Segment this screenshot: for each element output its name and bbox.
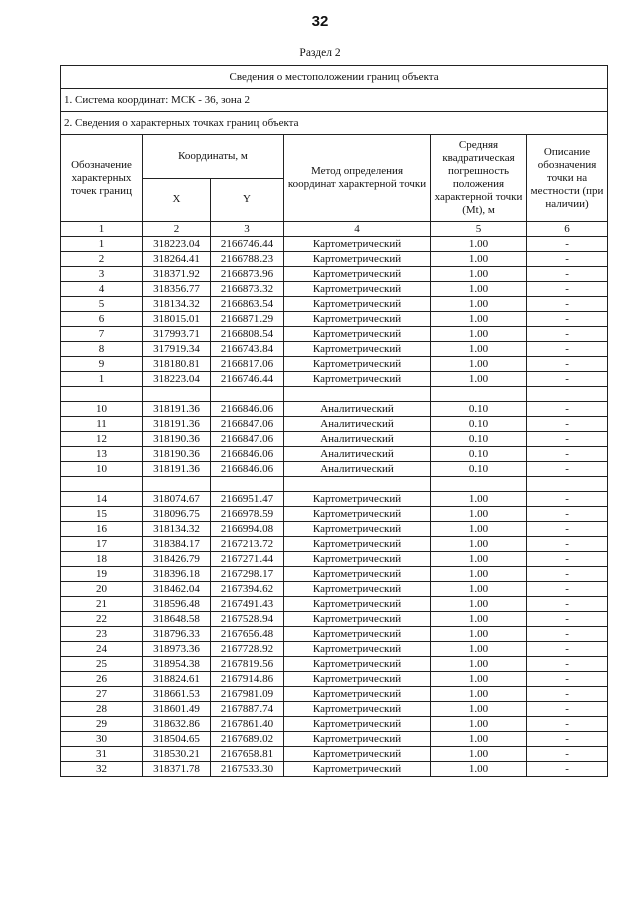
- x-coordinate: 318530.21: [143, 747, 211, 762]
- method-cell: Картометрический: [284, 762, 431, 777]
- point-number: 8: [61, 342, 143, 357]
- point-number: 28: [61, 702, 143, 717]
- error-cell: 1.00: [431, 522, 527, 537]
- description-cell: -: [527, 312, 608, 327]
- error-cell: 1.00: [431, 702, 527, 717]
- y-coordinate: 2167981.09: [211, 687, 284, 702]
- point-number: 27: [61, 687, 143, 702]
- x-coordinate: 318384.17: [143, 537, 211, 552]
- error-cell: 1.00: [431, 282, 527, 297]
- y-coordinate: 2166871.29: [211, 312, 284, 327]
- point-number: 24: [61, 642, 143, 657]
- point-number: 14: [61, 492, 143, 507]
- point-number: 23: [61, 627, 143, 642]
- page-number: 32: [311, 13, 329, 30]
- description-cell: -: [527, 612, 608, 627]
- description-cell: -: [527, 282, 608, 297]
- error-cell: 1.00: [431, 372, 527, 387]
- y-coordinate: 2166846.06: [211, 447, 284, 462]
- y-coordinate: 2166788.23: [211, 252, 284, 267]
- y-coordinate: 2166743.84: [211, 342, 284, 357]
- x-coordinate: 318601.49: [143, 702, 211, 717]
- description-cell: -: [527, 567, 608, 582]
- table-row: [61, 702, 608, 717]
- x-coordinate: 318661.53: [143, 687, 211, 702]
- point-number: 18: [61, 552, 143, 567]
- error-cell: 1.00: [431, 612, 527, 627]
- point-number: 10: [61, 402, 143, 417]
- error-cell: 0.10: [431, 462, 527, 477]
- error-cell: 1.00: [431, 687, 527, 702]
- header-x: X: [143, 178, 211, 222]
- x-coordinate: 318954.38: [143, 657, 211, 672]
- description-cell: -: [527, 447, 608, 462]
- method-cell: Картометрический: [284, 342, 431, 357]
- point-number: 1: [61, 372, 143, 387]
- point-number: 9: [61, 357, 143, 372]
- table-row: [61, 447, 608, 462]
- error-cell: 1.00: [431, 327, 527, 342]
- x-coordinate: 318824.61: [143, 672, 211, 687]
- y-coordinate: 2167689.02: [211, 732, 284, 747]
- point-number: 3: [61, 267, 143, 282]
- point-number: 1: [61, 237, 143, 252]
- table-row: [61, 432, 608, 447]
- y-coordinate: 2167658.81: [211, 747, 284, 762]
- method-cell: Картометрический: [284, 642, 431, 657]
- point-number: 5: [61, 297, 143, 312]
- x-coordinate: 318648.58: [143, 612, 211, 627]
- error-cell: 1.00: [431, 237, 527, 252]
- error-cell: 1.00: [431, 642, 527, 657]
- description-cell: -: [527, 747, 608, 762]
- error-cell: 1.00: [431, 312, 527, 327]
- error-cell: 1.00: [431, 582, 527, 597]
- error-cell: 1.00: [431, 492, 527, 507]
- point-number: 2: [61, 252, 143, 267]
- x-coordinate: 318796.33: [143, 627, 211, 642]
- description-cell: -: [527, 432, 608, 447]
- description-cell: -: [527, 732, 608, 747]
- table-row: [61, 657, 608, 672]
- x-coordinate: 318191.36: [143, 402, 211, 417]
- table-row: [61, 627, 608, 642]
- description-cell: -: [527, 597, 608, 612]
- x-coordinate: 317993.71: [143, 327, 211, 342]
- method-cell: Картометрический: [284, 537, 431, 552]
- y-coordinate: 2167914.86: [211, 672, 284, 687]
- y-coordinate: 2167394.62: [211, 582, 284, 597]
- x-coordinate: 318191.36: [143, 417, 211, 432]
- x-coordinate: 318632.86: [143, 717, 211, 732]
- description-cell: -: [527, 492, 608, 507]
- description-cell: -: [527, 762, 608, 777]
- method-cell: Картометрический: [284, 372, 431, 387]
- method-cell: Аналитический: [284, 402, 431, 417]
- table-row: [61, 687, 608, 702]
- method-cell: Картометрический: [284, 522, 431, 537]
- separator-row: [61, 387, 608, 402]
- x-coordinate: 318356.77: [143, 282, 211, 297]
- description-cell: -: [527, 657, 608, 672]
- method-cell: Картометрический: [284, 567, 431, 582]
- x-coordinate: 318223.04: [143, 372, 211, 387]
- coordinate-system-line: 1. Система координат: МСК - 36, зона 2: [61, 89, 608, 112]
- separator-row: [61, 477, 608, 492]
- method-cell: Картометрический: [284, 507, 431, 522]
- y-coordinate: 2166994.08: [211, 522, 284, 537]
- point-number: 32: [61, 762, 143, 777]
- method-cell: Картометрический: [284, 657, 431, 672]
- x-coordinate: 318596.48: [143, 597, 211, 612]
- method-cell: Картометрический: [284, 582, 431, 597]
- table-row: [61, 747, 608, 762]
- x-coordinate: 318074.67: [143, 492, 211, 507]
- table-row: [61, 732, 608, 747]
- table-row: [61, 237, 608, 252]
- method-cell: Картометрический: [284, 492, 431, 507]
- point-number: 26: [61, 672, 143, 687]
- y-coordinate: 2166817.06: [211, 357, 284, 372]
- table-row: [61, 417, 608, 432]
- y-coordinate: 2166746.44: [211, 372, 284, 387]
- error-cell: 0.10: [431, 417, 527, 432]
- x-coordinate: 318426.79: [143, 552, 211, 567]
- error-cell: 1.00: [431, 267, 527, 282]
- y-coordinate: 2166863.54: [211, 297, 284, 312]
- y-coordinate: 2167213.72: [211, 537, 284, 552]
- description-cell: -: [527, 537, 608, 552]
- column-number: 3: [211, 222, 284, 237]
- x-coordinate: 318371.78: [143, 762, 211, 777]
- description-cell: -: [527, 417, 608, 432]
- y-coordinate: 2166746.44: [211, 237, 284, 252]
- method-cell: Картометрический: [284, 312, 431, 327]
- error-cell: 1.00: [431, 762, 527, 777]
- method-cell: Аналитический: [284, 447, 431, 462]
- method-cell: Картометрический: [284, 327, 431, 342]
- method-cell: Картометрический: [284, 252, 431, 267]
- table-row: [61, 717, 608, 732]
- table-row: [61, 552, 608, 567]
- characteristic-points-line: 2. Сведения о характерных точках границ объекта: [61, 112, 608, 135]
- description-cell: -: [527, 552, 608, 567]
- section-label: Раздел 2: [299, 47, 341, 59]
- method-cell: Картометрический: [284, 627, 431, 642]
- method-cell: Картометрический: [284, 597, 431, 612]
- y-coordinate: 2166873.96: [211, 267, 284, 282]
- table-row: [61, 582, 608, 597]
- y-coordinate: 2166847.06: [211, 417, 284, 432]
- x-coordinate: 318973.36: [143, 642, 211, 657]
- header-error: Средняя квадратическая погрешность положения характерной точки (Mt), м: [431, 135, 527, 222]
- x-coordinate: 318190.36: [143, 432, 211, 447]
- error-cell: 1.00: [431, 537, 527, 552]
- y-coordinate: 2167656.48: [211, 627, 284, 642]
- point-number: 17: [61, 537, 143, 552]
- x-coordinate: 318180.81: [143, 357, 211, 372]
- y-coordinate: 2167728.92: [211, 642, 284, 657]
- x-coordinate: 318134.32: [143, 297, 211, 312]
- table-row: [61, 762, 608, 777]
- method-cell: Картометрический: [284, 357, 431, 372]
- error-cell: 1.00: [431, 717, 527, 732]
- y-coordinate: 2167491.43: [211, 597, 284, 612]
- description-cell: -: [527, 267, 608, 282]
- x-coordinate: 318191.36: [143, 462, 211, 477]
- table-row: [61, 252, 608, 267]
- description-cell: -: [527, 687, 608, 702]
- description-cell: -: [527, 522, 608, 537]
- table-row: [61, 492, 608, 507]
- description-cell: -: [527, 627, 608, 642]
- x-coordinate: 318396.18: [143, 567, 211, 582]
- point-number: 20: [61, 582, 143, 597]
- table-row: [61, 462, 608, 477]
- table-row: [61, 672, 608, 687]
- header-method: Метод определения координат характерной точки: [284, 135, 431, 222]
- point-number: 7: [61, 327, 143, 342]
- method-cell: Картометрический: [284, 552, 431, 567]
- error-cell: 1.00: [431, 507, 527, 522]
- point-number: 29: [61, 717, 143, 732]
- header-y: Y: [211, 178, 284, 222]
- point-number: 10: [61, 462, 143, 477]
- table-title: Сведения о местоположении границ объекта: [61, 66, 608, 89]
- coordinates-table: [60, 65, 608, 777]
- method-cell: Картометрический: [284, 747, 431, 762]
- x-coordinate: 318371.92: [143, 267, 211, 282]
- table-row: [61, 567, 608, 582]
- description-cell: -: [527, 642, 608, 657]
- point-number: 21: [61, 597, 143, 612]
- table-row: [61, 327, 608, 342]
- description-cell: -: [527, 237, 608, 252]
- description-cell: -: [527, 702, 608, 717]
- column-number: 5: [431, 222, 527, 237]
- error-cell: 1.00: [431, 552, 527, 567]
- y-coordinate: 2167819.56: [211, 657, 284, 672]
- y-coordinate: 2167271.44: [211, 552, 284, 567]
- method-cell: Картометрический: [284, 717, 431, 732]
- table-row: [61, 402, 608, 417]
- header-coordinates: Координаты, м: [143, 135, 284, 179]
- error-cell: 1.00: [431, 297, 527, 312]
- x-coordinate: 318015.01: [143, 312, 211, 327]
- method-cell: Картометрический: [284, 732, 431, 747]
- point-number: 12: [61, 432, 143, 447]
- description-cell: -: [527, 672, 608, 687]
- method-cell: Картометрический: [284, 702, 431, 717]
- column-number: 2: [143, 222, 211, 237]
- description-cell: -: [527, 252, 608, 267]
- x-coordinate: 317919.34: [143, 342, 211, 357]
- y-coordinate: 2167861.40: [211, 717, 284, 732]
- description-cell: -: [527, 507, 608, 522]
- error-cell: 1.00: [431, 357, 527, 372]
- method-cell: Картометрический: [284, 282, 431, 297]
- x-coordinate: 318134.32: [143, 522, 211, 537]
- y-coordinate: 2166978.59: [211, 507, 284, 522]
- y-coordinate: 2166846.06: [211, 462, 284, 477]
- table-row: [61, 612, 608, 627]
- point-number: 4: [61, 282, 143, 297]
- x-coordinate: 318223.04: [143, 237, 211, 252]
- header-designation: Обозначение характерных точек границ: [61, 135, 143, 222]
- description-cell: -: [527, 402, 608, 417]
- x-coordinate: 318264.41: [143, 252, 211, 267]
- error-cell: 1.00: [431, 672, 527, 687]
- table-row: [61, 537, 608, 552]
- point-number: 11: [61, 417, 143, 432]
- table-row: [61, 297, 608, 312]
- error-cell: 1.00: [431, 342, 527, 357]
- table-row: [61, 357, 608, 372]
- y-coordinate: 2167533.30: [211, 762, 284, 777]
- description-cell: -: [527, 342, 608, 357]
- table-row: [61, 342, 608, 357]
- table-row: [61, 507, 608, 522]
- table-row: [61, 267, 608, 282]
- point-number: 30: [61, 732, 143, 747]
- method-cell: Аналитический: [284, 417, 431, 432]
- table-row: [61, 597, 608, 612]
- table-row: [61, 522, 608, 537]
- description-cell: -: [527, 372, 608, 387]
- error-cell: 0.10: [431, 447, 527, 462]
- error-cell: 1.00: [431, 657, 527, 672]
- point-number: 25: [61, 657, 143, 672]
- description-cell: -: [527, 357, 608, 372]
- y-coordinate: 2166847.06: [211, 432, 284, 447]
- error-cell: 1.00: [431, 597, 527, 612]
- y-coordinate: 2166808.54: [211, 327, 284, 342]
- error-cell: 1.00: [431, 732, 527, 747]
- method-cell: Картометрический: [284, 612, 431, 627]
- point-number: 19: [61, 567, 143, 582]
- x-coordinate: 318190.36: [143, 447, 211, 462]
- error-cell: 1.00: [431, 567, 527, 582]
- description-cell: -: [527, 717, 608, 732]
- point-number: 6: [61, 312, 143, 327]
- column-number: 1: [61, 222, 143, 237]
- table-row: [61, 372, 608, 387]
- error-cell: 0.10: [431, 432, 527, 447]
- description-cell: -: [527, 582, 608, 597]
- y-coordinate: 2167298.17: [211, 567, 284, 582]
- point-number: 22: [61, 612, 143, 627]
- column-number: 6: [527, 222, 608, 237]
- point-number: 16: [61, 522, 143, 537]
- error-cell: 1.00: [431, 627, 527, 642]
- description-cell: -: [527, 327, 608, 342]
- table-row: [61, 312, 608, 327]
- method-cell: Картометрический: [284, 672, 431, 687]
- method-cell: Картометрический: [284, 267, 431, 282]
- error-cell: 1.00: [431, 747, 527, 762]
- y-coordinate: 2167528.94: [211, 612, 284, 627]
- point-number: 31: [61, 747, 143, 762]
- table-row: [61, 642, 608, 657]
- y-coordinate: 2167887.74: [211, 702, 284, 717]
- description-cell: -: [527, 297, 608, 312]
- header-description: Описание обозначения точки на местности (при наличии): [527, 135, 608, 222]
- x-coordinate: 318096.75: [143, 507, 211, 522]
- method-cell: Картометрический: [284, 237, 431, 252]
- x-coordinate: 318504.65: [143, 732, 211, 747]
- y-coordinate: 2166846.06: [211, 402, 284, 417]
- column-number: 4: [284, 222, 431, 237]
- method-cell: Аналитический: [284, 462, 431, 477]
- error-cell: 0.10: [431, 402, 527, 417]
- table-row: [61, 282, 608, 297]
- method-cell: Картометрический: [284, 297, 431, 312]
- method-cell: Аналитический: [284, 432, 431, 447]
- error-cell: 1.00: [431, 252, 527, 267]
- y-coordinate: 2166951.47: [211, 492, 284, 507]
- x-coordinate: 318462.04: [143, 582, 211, 597]
- point-number: 15: [61, 507, 143, 522]
- point-number: 13: [61, 447, 143, 462]
- y-coordinate: 2166873.32: [211, 282, 284, 297]
- method-cell: Картометрический: [284, 687, 431, 702]
- column-numbers-row: [61, 222, 608, 237]
- description-cell: -: [527, 462, 608, 477]
